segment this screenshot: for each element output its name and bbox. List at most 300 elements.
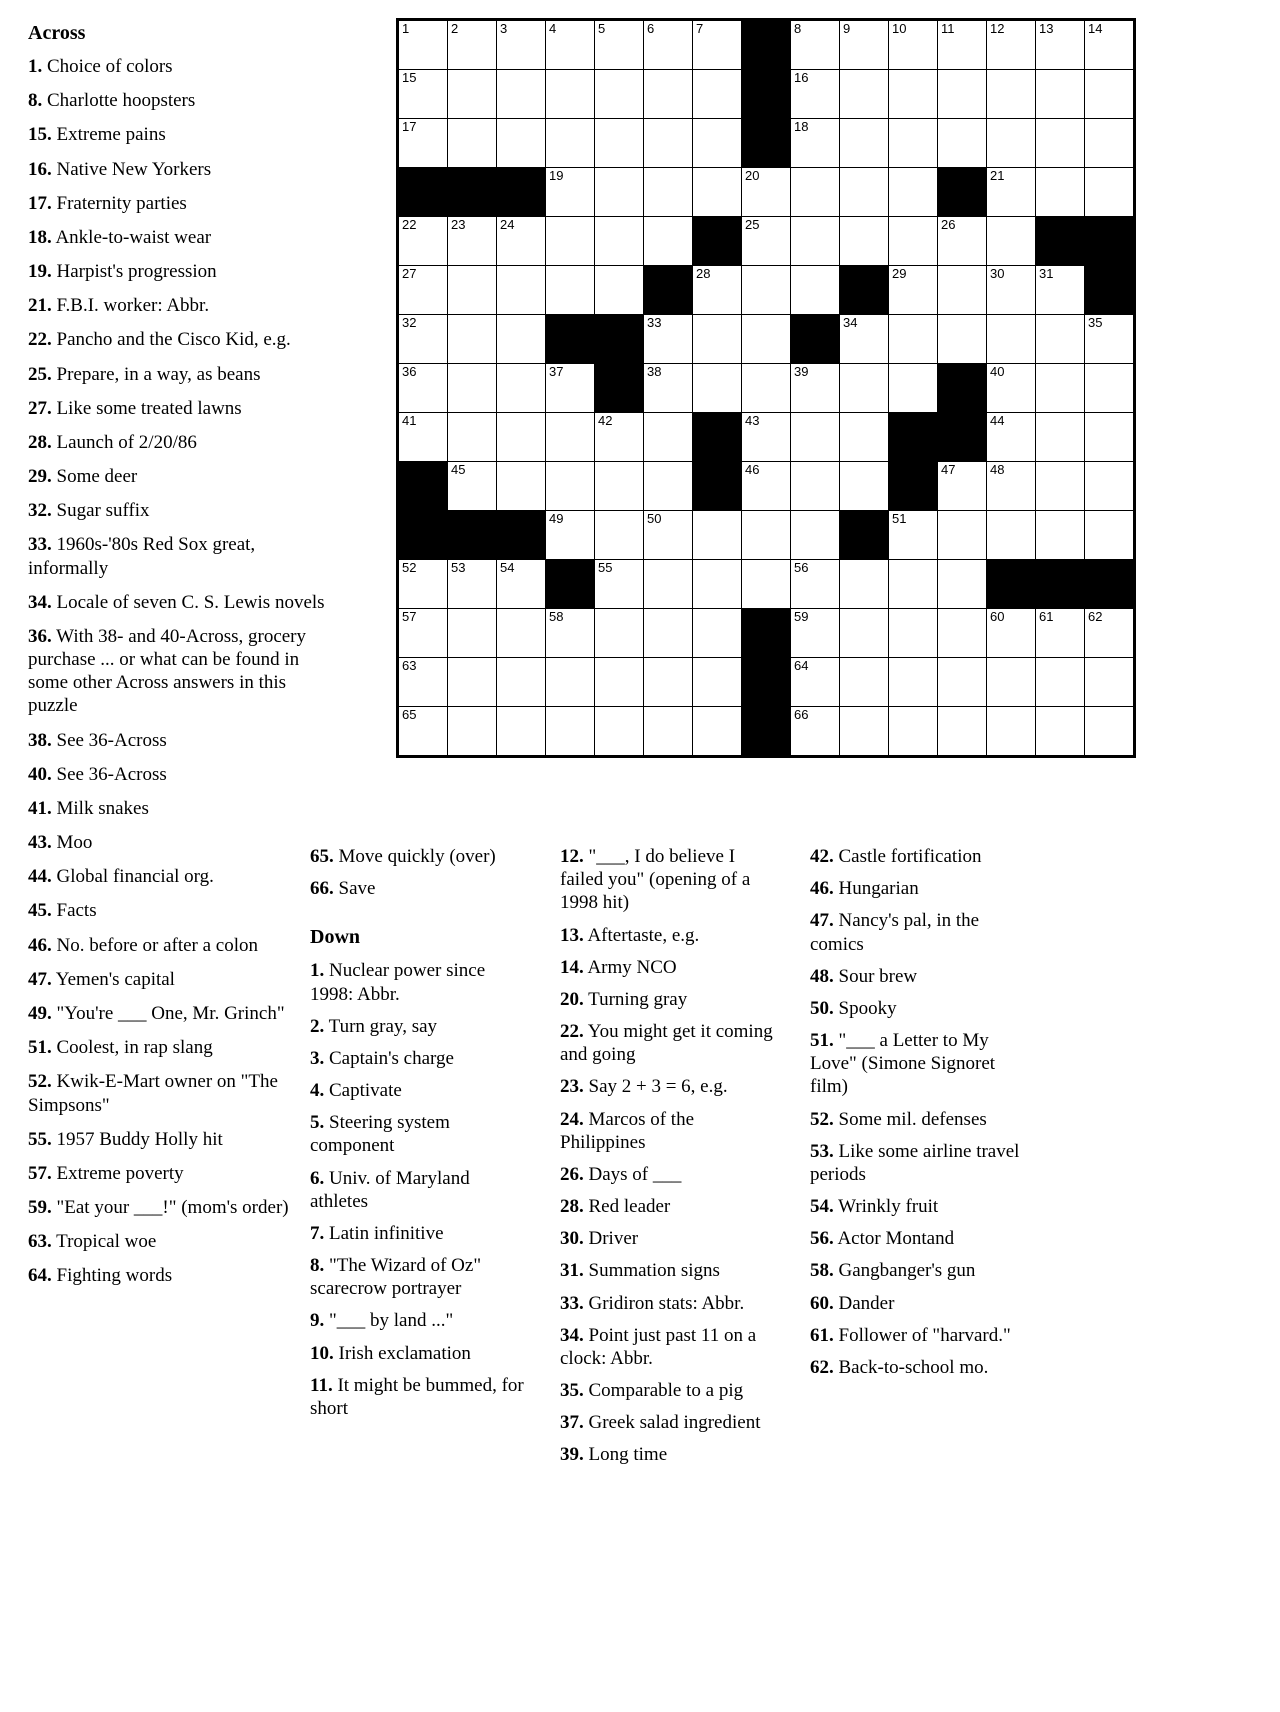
grid-cell[interactable] bbox=[840, 560, 889, 609]
grid-cell[interactable] bbox=[448, 707, 497, 757]
clue-item[interactable] bbox=[28, 1230, 328, 1253]
grid-cell[interactable] bbox=[693, 168, 742, 217]
grid-cell[interactable] bbox=[644, 462, 693, 511]
clue-item[interactable] bbox=[810, 1324, 1032, 1347]
grid-cell[interactable] bbox=[448, 119, 497, 168]
grid-cell[interactable] bbox=[693, 70, 742, 119]
grid-cell[interactable] bbox=[398, 315, 448, 364]
grid-cell[interactable] bbox=[791, 462, 840, 511]
grid-cell[interactable] bbox=[791, 70, 840, 119]
clue-item[interactable] bbox=[810, 1356, 1032, 1379]
clue-item[interactable] bbox=[28, 328, 328, 351]
grid-cell[interactable] bbox=[398, 20, 448, 70]
grid-cell[interactable] bbox=[595, 119, 644, 168]
grid-cell[interactable] bbox=[889, 20, 938, 70]
grid-cell[interactable] bbox=[840, 168, 889, 217]
grid-cell[interactable] bbox=[889, 658, 938, 707]
clue-item[interactable] bbox=[28, 397, 328, 420]
grid-cell[interactable] bbox=[546, 462, 595, 511]
grid-cell[interactable] bbox=[938, 462, 987, 511]
grid-cell[interactable] bbox=[987, 364, 1036, 413]
grid-cell-number: 25 bbox=[745, 217, 760, 232]
grid-cell[interactable] bbox=[938, 217, 987, 266]
grid-cell[interactable] bbox=[840, 609, 889, 658]
grid-cell[interactable] bbox=[987, 168, 1036, 217]
grid-cell[interactable] bbox=[693, 266, 742, 315]
grid-cell-block bbox=[987, 560, 1036, 609]
clue-item[interactable] bbox=[810, 1140, 1032, 1186]
grid-cell[interactable] bbox=[595, 266, 644, 315]
grid-cell[interactable] bbox=[1036, 707, 1085, 757]
grid-cell[interactable] bbox=[398, 560, 448, 609]
grid-cell[interactable] bbox=[742, 413, 791, 462]
clue-number: 51. bbox=[28, 1037, 52, 1059]
grid-cell[interactable] bbox=[1036, 364, 1085, 413]
grid-cell[interactable] bbox=[546, 511, 595, 560]
grid-cell[interactable] bbox=[595, 560, 644, 609]
grid-cell[interactable] bbox=[1085, 70, 1135, 119]
grid-cell[interactable] bbox=[497, 707, 546, 757]
grid-cell[interactable] bbox=[938, 70, 987, 119]
clue-item[interactable] bbox=[560, 1292, 782, 1315]
grid-cell-number: 19 bbox=[549, 168, 564, 183]
clue-item[interactable] bbox=[310, 959, 532, 1005]
grid-cell[interactable] bbox=[791, 658, 840, 707]
grid-cell[interactable] bbox=[1085, 658, 1135, 707]
grid-cell[interactable] bbox=[644, 413, 693, 462]
grid-cell[interactable] bbox=[546, 658, 595, 707]
grid-cell[interactable] bbox=[693, 20, 742, 70]
grid-cell[interactable] bbox=[987, 511, 1036, 560]
grid-cell[interactable] bbox=[1036, 413, 1085, 462]
grid-cell[interactable] bbox=[1036, 658, 1085, 707]
grid-cell[interactable] bbox=[448, 560, 497, 609]
clue-text: Like some airline travel periods bbox=[810, 1140, 1020, 1185]
grid-cell[interactable] bbox=[889, 315, 938, 364]
grid-cell[interactable] bbox=[595, 511, 644, 560]
grid-cell[interactable] bbox=[398, 266, 448, 315]
grid-cell[interactable] bbox=[497, 119, 546, 168]
grid-cell[interactable] bbox=[497, 20, 546, 70]
clue-item[interactable] bbox=[28, 123, 328, 146]
clue-item[interactable] bbox=[310, 845, 532, 868]
grid-cell[interactable] bbox=[398, 70, 448, 119]
grid-cell[interactable] bbox=[840, 462, 889, 511]
grid-cell[interactable] bbox=[693, 315, 742, 364]
clue-item[interactable] bbox=[310, 1254, 532, 1300]
grid-cell[interactable] bbox=[595, 609, 644, 658]
grid-cell-number: 8 bbox=[794, 21, 802, 36]
grid-cell[interactable] bbox=[448, 609, 497, 658]
grid-cell[interactable] bbox=[693, 119, 742, 168]
grid-cell-block bbox=[1085, 560, 1135, 609]
clue-item[interactable] bbox=[810, 1227, 1032, 1250]
grid-cell[interactable] bbox=[1036, 266, 1085, 315]
grid-cell[interactable] bbox=[742, 315, 791, 364]
clue-item[interactable] bbox=[28, 968, 328, 991]
clue-item[interactable] bbox=[810, 1108, 1032, 1131]
grid-cell[interactable] bbox=[791, 20, 840, 70]
clue-item[interactable] bbox=[560, 1108, 782, 1154]
grid-cell[interactable] bbox=[448, 658, 497, 707]
grid-cell[interactable] bbox=[644, 560, 693, 609]
grid-cell[interactable] bbox=[644, 20, 693, 70]
clue-item[interactable] bbox=[310, 1374, 532, 1420]
clue-item[interactable] bbox=[28, 1002, 328, 1025]
clue-item[interactable] bbox=[560, 1259, 782, 1282]
clue-item[interactable] bbox=[310, 1111, 532, 1157]
clue-item[interactable] bbox=[310, 1015, 532, 1038]
clue-item[interactable] bbox=[28, 763, 328, 786]
grid-cell[interactable] bbox=[938, 609, 987, 658]
crossword-grid[interactable] bbox=[396, 18, 1136, 758]
grid-cell[interactable] bbox=[398, 658, 448, 707]
grid-cell-number: 35 bbox=[1088, 315, 1103, 330]
clue-item[interactable] bbox=[810, 1195, 1032, 1218]
clue-item[interactable] bbox=[810, 1292, 1032, 1315]
clue-item[interactable] bbox=[310, 1079, 532, 1102]
grid-cell[interactable] bbox=[840, 119, 889, 168]
clue-number: 52. bbox=[28, 1071, 52, 1093]
grid-cell[interactable] bbox=[1085, 609, 1135, 658]
clue-item[interactable] bbox=[310, 1342, 532, 1365]
grid-cell[interactable] bbox=[840, 707, 889, 757]
grid-cell[interactable] bbox=[644, 217, 693, 266]
clue-item[interactable] bbox=[28, 591, 328, 614]
clue-text: Red leader bbox=[583, 1196, 671, 1218]
grid-cell[interactable] bbox=[546, 609, 595, 658]
grid-cell[interactable] bbox=[595, 658, 644, 707]
grid-cell[interactable] bbox=[595, 168, 644, 217]
grid-cell[interactable] bbox=[693, 560, 742, 609]
grid-cell[interactable] bbox=[546, 119, 595, 168]
grid-cell[interactable] bbox=[546, 217, 595, 266]
grid-cell[interactable] bbox=[448, 20, 497, 70]
clue-item[interactable] bbox=[560, 988, 782, 1011]
clue-number: 45. bbox=[28, 900, 52, 922]
grid-cell[interactable] bbox=[398, 609, 448, 658]
grid-cell[interactable] bbox=[595, 70, 644, 119]
clue-item[interactable] bbox=[28, 55, 328, 78]
clue-item[interactable] bbox=[28, 465, 328, 488]
clue-item[interactable] bbox=[560, 1324, 782, 1370]
grid-cell[interactable] bbox=[595, 413, 644, 462]
grid-cell[interactable] bbox=[546, 413, 595, 462]
grid-cell[interactable] bbox=[693, 707, 742, 757]
grid-cell[interactable] bbox=[987, 70, 1036, 119]
grid-cell[interactable] bbox=[497, 70, 546, 119]
grid-cell[interactable] bbox=[398, 364, 448, 413]
grid-cell[interactable] bbox=[1085, 20, 1135, 70]
grid-cell[interactable] bbox=[987, 609, 1036, 658]
clue-item[interactable] bbox=[560, 1379, 782, 1402]
clue-column-4 bbox=[810, 845, 1032, 1476]
grid-cell[interactable] bbox=[693, 658, 742, 707]
grid-cell[interactable] bbox=[840, 20, 889, 70]
grid-cell[interactable] bbox=[644, 70, 693, 119]
grid-cell[interactable] bbox=[448, 413, 497, 462]
clue-item[interactable] bbox=[28, 192, 328, 215]
grid-cell[interactable] bbox=[546, 364, 595, 413]
grid-cell[interactable] bbox=[497, 462, 546, 511]
grid-cell[interactable] bbox=[938, 315, 987, 364]
grid-cell[interactable] bbox=[938, 658, 987, 707]
clue-item[interactable] bbox=[310, 1222, 532, 1245]
clue-item[interactable] bbox=[28, 1070, 328, 1116]
grid-cell[interactable] bbox=[987, 707, 1036, 757]
grid-cell[interactable] bbox=[644, 315, 693, 364]
clue-item[interactable] bbox=[28, 899, 328, 922]
clue-text: Latin infinitive bbox=[324, 1222, 444, 1244]
grid-cell[interactable] bbox=[742, 560, 791, 609]
grid-cell[interactable] bbox=[497, 413, 546, 462]
clue-item[interactable] bbox=[560, 1195, 782, 1218]
grid-cell[interactable] bbox=[987, 315, 1036, 364]
clue-item[interactable] bbox=[810, 965, 1032, 988]
grid-cell[interactable] bbox=[791, 560, 840, 609]
clue-item[interactable] bbox=[310, 1047, 532, 1070]
grid-cell-number: 13 bbox=[1039, 21, 1054, 36]
clue-item[interactable] bbox=[28, 89, 328, 112]
grid-cell[interactable] bbox=[938, 20, 987, 70]
grid-cell[interactable] bbox=[546, 168, 595, 217]
grid-cell[interactable] bbox=[889, 707, 938, 757]
grid-cell[interactable] bbox=[840, 364, 889, 413]
grid-cell[interactable] bbox=[693, 609, 742, 658]
grid-cell[interactable] bbox=[840, 658, 889, 707]
grid-cell[interactable] bbox=[644, 511, 693, 560]
grid-cell[interactable] bbox=[497, 609, 546, 658]
clue-item[interactable] bbox=[28, 294, 328, 317]
grid-cell[interactable] bbox=[889, 119, 938, 168]
grid-cell[interactable] bbox=[742, 462, 791, 511]
grid-cell[interactable] bbox=[1036, 609, 1085, 658]
clue-item[interactable] bbox=[810, 1259, 1032, 1282]
grid-cell[interactable] bbox=[938, 707, 987, 757]
grid-cell[interactable] bbox=[595, 462, 644, 511]
clue-item[interactable] bbox=[560, 845, 782, 915]
clue-item[interactable] bbox=[560, 956, 782, 979]
grid-cell-block bbox=[742, 658, 791, 707]
grid-cell[interactable] bbox=[938, 560, 987, 609]
grid-cell[interactable] bbox=[742, 364, 791, 413]
grid-cell[interactable] bbox=[497, 315, 546, 364]
clue-item[interactable] bbox=[560, 1443, 782, 1466]
grid-cell[interactable] bbox=[1085, 413, 1135, 462]
grid-cell[interactable] bbox=[742, 217, 791, 266]
clue-item[interactable] bbox=[560, 1163, 782, 1186]
clue-text: Steering system component bbox=[310, 1112, 450, 1157]
clue-item[interactable] bbox=[310, 877, 532, 900]
clue-item[interactable] bbox=[810, 877, 1032, 900]
grid-cell-number: 30 bbox=[990, 266, 1005, 281]
clue-item[interactable] bbox=[560, 1227, 782, 1250]
grid-cell[interactable] bbox=[644, 707, 693, 757]
grid-cell[interactable] bbox=[595, 217, 644, 266]
clue-item[interactable] bbox=[810, 1029, 1032, 1099]
grid-cell[interactable] bbox=[448, 364, 497, 413]
clue-item[interactable] bbox=[28, 797, 328, 820]
grid-cell[interactable] bbox=[1085, 315, 1135, 364]
grid-cell[interactable] bbox=[546, 20, 595, 70]
clue-item[interactable] bbox=[560, 1411, 782, 1434]
grid-cell[interactable] bbox=[644, 168, 693, 217]
grid-cell-block bbox=[742, 20, 791, 70]
grid-cell[interactable] bbox=[840, 70, 889, 119]
clue-item[interactable] bbox=[28, 1264, 328, 1287]
grid-cell[interactable] bbox=[938, 119, 987, 168]
grid-cell[interactable] bbox=[546, 266, 595, 315]
grid-cell[interactable] bbox=[791, 609, 840, 658]
grid-cell[interactable] bbox=[1036, 315, 1085, 364]
grid-cell[interactable] bbox=[889, 609, 938, 658]
grid-cell[interactable] bbox=[448, 217, 497, 266]
grid-cell[interactable] bbox=[497, 560, 546, 609]
grid-cell[interactable] bbox=[742, 168, 791, 217]
grid-cell[interactable] bbox=[497, 364, 546, 413]
grid-cell[interactable] bbox=[497, 658, 546, 707]
clue-item[interactable] bbox=[28, 499, 328, 522]
clue-text: Summation signs bbox=[583, 1260, 720, 1282]
grid-cell[interactable] bbox=[987, 119, 1036, 168]
clue-text: Choice of colors bbox=[42, 56, 173, 77]
grid-cell[interactable] bbox=[398, 707, 448, 757]
clue-item[interactable] bbox=[28, 1196, 328, 1219]
grid-cell[interactable] bbox=[840, 413, 889, 462]
grid-cell[interactable] bbox=[742, 511, 791, 560]
grid-cell[interactable] bbox=[693, 511, 742, 560]
grid-cell[interactable] bbox=[938, 511, 987, 560]
grid-cell[interactable] bbox=[448, 70, 497, 119]
grid-cell[interactable] bbox=[1085, 511, 1135, 560]
grid-cell[interactable] bbox=[987, 266, 1036, 315]
grid-cell[interactable] bbox=[1036, 462, 1085, 511]
grid-cell[interactable] bbox=[448, 266, 497, 315]
grid-cell[interactable] bbox=[1036, 168, 1085, 217]
clue-item[interactable] bbox=[810, 997, 1032, 1020]
grid-cell[interactable] bbox=[644, 609, 693, 658]
grid-cell[interactable] bbox=[938, 266, 987, 315]
clue-item[interactable] bbox=[28, 625, 328, 718]
grid-cell[interactable] bbox=[448, 462, 497, 511]
grid-cell[interactable] bbox=[1085, 119, 1135, 168]
grid-cell-block bbox=[693, 217, 742, 266]
grid-cell[interactable] bbox=[791, 511, 840, 560]
clue-item[interactable] bbox=[28, 729, 328, 752]
grid-cell[interactable] bbox=[644, 658, 693, 707]
grid-cell[interactable] bbox=[889, 70, 938, 119]
grid-cell[interactable] bbox=[398, 119, 448, 168]
clue-text: Charlotte hoopsters bbox=[42, 90, 196, 112]
clue-item[interactable] bbox=[560, 1020, 782, 1066]
grid-cell[interactable] bbox=[987, 217, 1036, 266]
grid-cell-number: 26 bbox=[941, 217, 956, 232]
clue-text: Hungarian bbox=[833, 878, 919, 900]
clue-item[interactable] bbox=[28, 226, 328, 249]
clue-item[interactable] bbox=[28, 363, 328, 386]
grid-cell[interactable] bbox=[595, 20, 644, 70]
grid-cell[interactable] bbox=[840, 217, 889, 266]
grid-cell[interactable] bbox=[840, 315, 889, 364]
grid-cell[interactable] bbox=[398, 217, 448, 266]
clue-item[interactable] bbox=[28, 431, 328, 454]
clue-item[interactable] bbox=[28, 1036, 328, 1059]
clue-item[interactable] bbox=[810, 909, 1032, 955]
grid-cell[interactable] bbox=[742, 266, 791, 315]
grid-cell[interactable] bbox=[546, 707, 595, 757]
grid-cell[interactable] bbox=[1085, 168, 1135, 217]
clue-text: Gangbanger's gun bbox=[833, 1260, 976, 1282]
clue-number: 8. bbox=[28, 90, 43, 112]
grid-cell[interactable] bbox=[889, 266, 938, 315]
grid-cell-number: 60 bbox=[990, 609, 1005, 624]
grid-cell[interactable] bbox=[791, 168, 840, 217]
grid-cell[interactable] bbox=[398, 413, 448, 462]
clue-number: 55. bbox=[28, 1128, 52, 1150]
clue-item[interactable] bbox=[28, 865, 328, 888]
grid-cell[interactable] bbox=[693, 364, 742, 413]
clue-text: Extreme pains bbox=[51, 124, 166, 146]
grid-cell[interactable] bbox=[595, 707, 644, 757]
grid-cell[interactable] bbox=[987, 413, 1036, 462]
grid-cell[interactable] bbox=[791, 217, 840, 266]
grid-cell[interactable] bbox=[791, 413, 840, 462]
grid-cell[interactable] bbox=[644, 364, 693, 413]
grid-cell-block bbox=[497, 511, 546, 560]
clue-item[interactable] bbox=[28, 831, 328, 854]
clue-item[interactable] bbox=[560, 1075, 782, 1098]
clue-item[interactable] bbox=[560, 924, 782, 947]
grid-cell[interactable] bbox=[987, 462, 1036, 511]
grid-cell[interactable] bbox=[1085, 364, 1135, 413]
grid-cell[interactable] bbox=[889, 217, 938, 266]
grid-cell[interactable] bbox=[791, 707, 840, 757]
grid-cell[interactable] bbox=[1085, 707, 1135, 757]
grid-cell[interactable] bbox=[1036, 511, 1085, 560]
grid-cell[interactable] bbox=[1036, 20, 1085, 70]
grid-cell[interactable] bbox=[546, 70, 595, 119]
grid-cell[interactable] bbox=[497, 217, 546, 266]
grid-cell[interactable] bbox=[791, 266, 840, 315]
grid-cell[interactable] bbox=[644, 119, 693, 168]
grid-cell[interactable] bbox=[791, 364, 840, 413]
grid-cell[interactable] bbox=[889, 560, 938, 609]
clue-item[interactable] bbox=[310, 1167, 532, 1213]
grid-cell[interactable] bbox=[889, 511, 938, 560]
grid-cell[interactable] bbox=[497, 266, 546, 315]
clue-text: Some mil. defenses bbox=[833, 1108, 987, 1130]
grid-cell[interactable] bbox=[889, 168, 938, 217]
grid-cell[interactable] bbox=[448, 315, 497, 364]
clue-item[interactable] bbox=[28, 1128, 328, 1151]
grid-cell[interactable] bbox=[1036, 70, 1085, 119]
grid-cell-number: 18 bbox=[794, 119, 809, 134]
clue-item[interactable] bbox=[810, 845, 1032, 868]
grid-cell[interactable] bbox=[987, 658, 1036, 707]
clue-item[interactable] bbox=[310, 1309, 532, 1332]
grid-cell[interactable] bbox=[791, 119, 840, 168]
grid-cell[interactable] bbox=[1036, 119, 1085, 168]
grid-cell-number: 37 bbox=[549, 364, 564, 379]
clue-item[interactable] bbox=[28, 1162, 328, 1185]
grid-cell[interactable] bbox=[1085, 462, 1135, 511]
clue-item[interactable] bbox=[28, 260, 328, 283]
clue-item[interactable] bbox=[28, 934, 328, 957]
clue-item[interactable] bbox=[28, 158, 328, 181]
grid-cell[interactable] bbox=[889, 364, 938, 413]
clue-item[interactable] bbox=[28, 533, 328, 579]
grid-cell[interactable] bbox=[987, 20, 1036, 70]
